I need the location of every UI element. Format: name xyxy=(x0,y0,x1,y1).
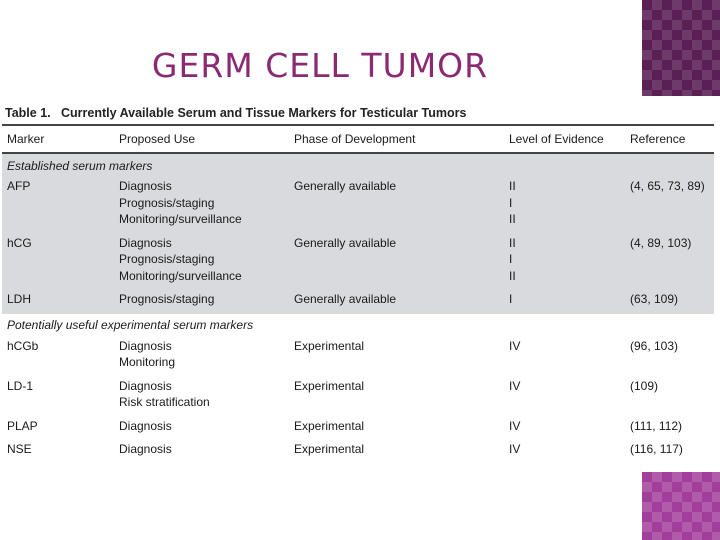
cell-marker: AFP xyxy=(2,177,114,234)
cell-evidence xyxy=(504,417,625,441)
cell-proposed-use-line: Diagnosis xyxy=(119,235,172,250)
cell-proposed-use-line: Prognosis/staging xyxy=(119,195,215,210)
header-reference: Reference xyxy=(625,125,714,153)
table-row xyxy=(2,337,714,377)
cell-phase: Experimental xyxy=(294,418,365,433)
corner-decoration-top xyxy=(642,0,720,96)
cell-reference: (116, 117) xyxy=(630,442,683,456)
slide-title: GERM CELL TUMOR xyxy=(151,46,489,85)
cell-evidence-line: IV xyxy=(509,442,521,456)
cell-evidence-line: II xyxy=(509,268,516,283)
cell-proposed-use xyxy=(114,377,289,417)
cell-reference: (63, 109) xyxy=(625,290,714,314)
cell-proposed-use-line: Diagnosis xyxy=(119,378,172,393)
corner-decoration-bottom xyxy=(642,472,720,540)
table-row xyxy=(2,234,714,291)
cell-evidence xyxy=(504,377,625,417)
cell-phase: Experimental xyxy=(294,378,365,393)
table-row xyxy=(2,177,714,234)
cell-proposed-use-line: Monitoring/surveillance xyxy=(119,212,242,226)
cell-proposed-use-line: Diagnosis xyxy=(119,418,172,433)
cell-marker: hCG xyxy=(2,234,114,291)
cell-proposed-use xyxy=(114,417,289,441)
table-body xyxy=(2,153,714,464)
table-row xyxy=(2,440,714,464)
cell-phase: Generally available xyxy=(289,177,504,234)
cell-proposed-use xyxy=(114,440,289,464)
cell-evidence-line: IV xyxy=(509,418,521,433)
cell-proposed-use xyxy=(114,337,289,377)
cell-evidence-line: I xyxy=(509,195,513,210)
cell-marker: LD-1 xyxy=(7,378,34,393)
cell-proposed-use-line: Prognosis/staging xyxy=(119,252,215,266)
table-row xyxy=(2,377,714,417)
cell-reference: (4, 89, 103) xyxy=(625,234,714,291)
cell-evidence xyxy=(504,177,625,234)
cell-evidence-line: IV xyxy=(509,378,521,393)
cell-proposed-use-line: Diagnosis xyxy=(119,442,172,456)
cell-evidence xyxy=(504,440,625,464)
section-label: Established serum markers xyxy=(2,153,714,177)
cell-proposed-use-line: Risk stratification xyxy=(119,395,210,409)
cell-evidence-line: IV xyxy=(509,338,521,353)
cell-marker: LDH xyxy=(2,290,114,314)
cell-evidence-line: I xyxy=(509,252,513,266)
table-caption xyxy=(5,106,645,120)
header-phase: Phase of Development xyxy=(289,125,504,153)
cell-evidence xyxy=(504,234,625,291)
section-row xyxy=(2,153,714,177)
cell-proposed-use xyxy=(114,234,289,291)
cell-evidence-line: I xyxy=(509,292,513,306)
cell-proposed-use xyxy=(114,177,289,234)
table-header-row xyxy=(2,125,714,153)
table-row xyxy=(2,290,714,314)
cell-evidence-line: II xyxy=(509,212,516,226)
cell-evidence-line: II xyxy=(509,179,516,193)
cell-proposed-use-line: Monitoring xyxy=(119,355,176,369)
cell-reference: (4, 65, 73, 89) xyxy=(625,177,714,234)
cell-proposed-use-line: Monitoring/surveillance xyxy=(119,268,242,283)
cell-phase: Experimental xyxy=(294,442,365,456)
header-proposed-use: Proposed Use xyxy=(114,125,289,153)
cell-phase: Generally available xyxy=(289,234,504,291)
cell-phase: Generally available xyxy=(289,290,504,314)
section-row xyxy=(2,314,714,337)
cell-proposed-use-line: Diagnosis xyxy=(119,179,172,193)
header-marker: Marker xyxy=(2,125,114,153)
cell-reference: (109) xyxy=(630,378,659,393)
cell-proposed-use-line: Diagnosis xyxy=(119,338,172,353)
cell-evidence xyxy=(504,337,625,377)
cell-phase: Experimental xyxy=(294,338,365,353)
cell-reference: (96, 103) xyxy=(630,338,679,353)
cell-marker: hCGb xyxy=(7,338,39,353)
section-label: Potentially useful experimental serum markers xyxy=(7,318,254,333)
cell-proposed-use xyxy=(114,290,289,314)
table-number: Table 1. xyxy=(5,106,51,120)
header-evidence: Level of Evidence xyxy=(504,125,625,153)
table-row xyxy=(2,417,714,441)
table-caption-text: Currently Available Serum and Tissue Markers for Testicular Tumors xyxy=(61,106,467,120)
cell-evidence xyxy=(504,290,625,314)
cell-evidence-line: II xyxy=(509,235,516,250)
cell-reference: (111, 112) xyxy=(630,418,683,433)
markers-table xyxy=(2,124,714,464)
cell-proposed-use-line: Prognosis/staging xyxy=(119,292,215,306)
cell-marker: NSE xyxy=(7,442,32,456)
cell-marker: PLAP xyxy=(7,418,38,433)
